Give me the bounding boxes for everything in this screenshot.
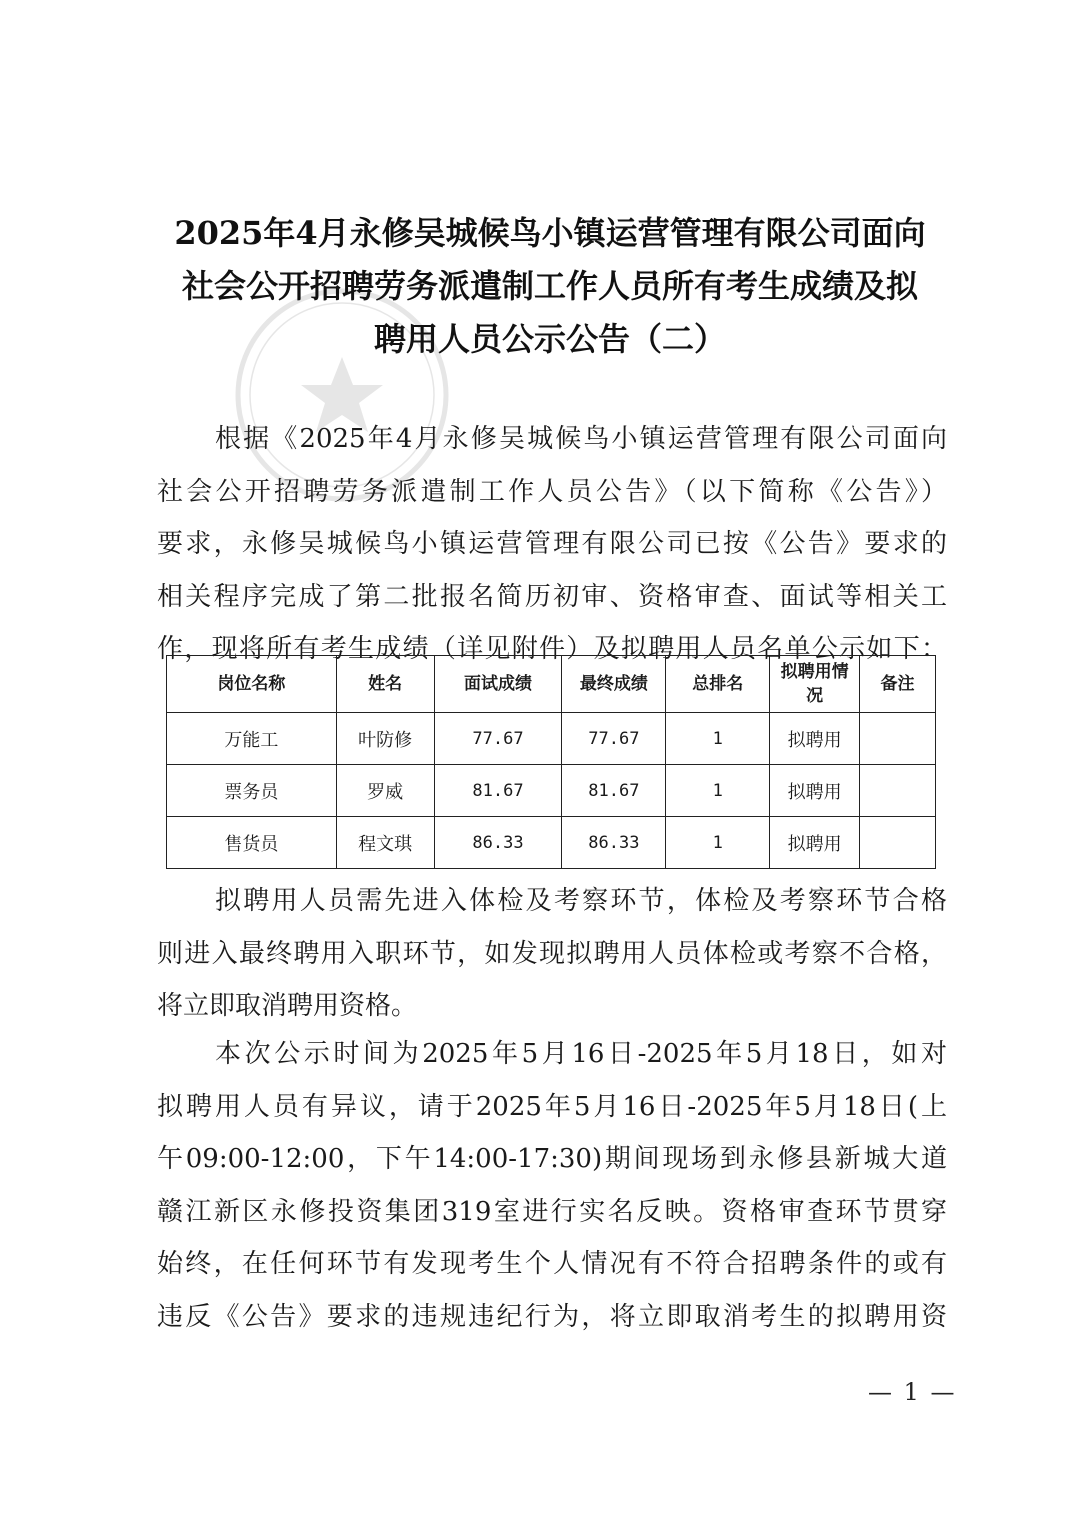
cell-rank: 1: [666, 817, 770, 869]
cell-final-score: 81.67: [562, 765, 666, 817]
cell-interview-score: 81.67: [434, 765, 562, 817]
intro-paragraph: [157, 413, 947, 676]
cell-position: 票务员: [167, 765, 337, 817]
document-title: [140, 207, 960, 366]
title-line-2: 社会公开招聘劳务派遣制工作人员所有考生成绩及拟: [181, 267, 918, 305]
cell-rank: 1: [666, 765, 770, 817]
header-interview-score: 面试成绩: [434, 656, 562, 713]
cell-note: [860, 817, 936, 869]
cell-position: 万能工: [167, 713, 337, 765]
header-note: 备注: [860, 656, 936, 713]
paragraph-line: 始终，在任何环节有发现考生个人情况有不符合招聘条件的或有: [157, 1249, 947, 1279]
paragraph-line: 午09:00-12:00，下午14:00-17:30)期间现场到永修县新城大道: [157, 1144, 947, 1174]
header-name: 姓名: [336, 656, 434, 713]
paragraph-line: 将立即取消聘用资格。: [157, 991, 418, 1021]
paragraph-line: 要求，永修吴城候鸟小镇运营管理有限公司已按《公告》要求的: [157, 529, 947, 559]
physical-exam-paragraph: [157, 875, 947, 1033]
header-status: 拟聘用情况: [770, 656, 860, 713]
paragraph-line: 拟聘用人员有异议，请于2025年5月16日-2025年5月18日(上: [157, 1091, 947, 1122]
cell-status: 拟聘用: [770, 713, 860, 765]
paragraph-line: 本次公示时间为2025年5月16日-2025年5月18日，如对: [215, 1039, 947, 1069]
paragraph-line: 根据《2025年4月永修吴城候鸟小镇运营管理有限公司面向: [215, 424, 947, 454]
title-line-3: 聘用人员公示公告（二）: [373, 320, 726, 358]
header-position: 岗位名称: [167, 656, 337, 713]
cell-position: 售货员: [167, 817, 337, 869]
paragraph-line: 违反《公告》要求的违规违纪行为，将立即取消考生的拟聘用资: [157, 1301, 947, 1332]
candidate-results-table: [166, 655, 936, 869]
cell-status: 拟聘用: [770, 765, 860, 817]
table-header-row: [167, 656, 936, 713]
table-row: [167, 817, 936, 869]
cell-final-score: 77.67: [562, 713, 666, 765]
publicity-period-paragraph: [157, 1028, 947, 1343]
header-rank: 总排名: [666, 656, 770, 713]
table-row: [167, 765, 936, 817]
paragraph-line: 拟聘用人员需先进入体检及考察环节，体检及考察环节合格: [215, 886, 947, 916]
paragraph-line: 赣江新区永修投资集团319室进行实名反映。资格审查环节贯穿: [157, 1196, 947, 1227]
cell-rank: 1: [666, 713, 770, 765]
paragraph-line: 相关程序完成了第二批报名简历初审、资格审查、面试等相关工: [157, 581, 947, 612]
cell-note: [860, 713, 936, 765]
cell-interview-score: 77.67: [434, 713, 562, 765]
cell-name: 叶防修: [336, 713, 434, 765]
cell-name: 程文琪: [336, 817, 434, 869]
cell-status: 拟聘用: [770, 817, 860, 869]
paragraph-line: 作，现将所有考生成绩（详见附件）及拟聘用人员名单公示如下：: [157, 634, 947, 664]
title-line-1: 2025年4月永修吴城候鸟小镇运营管理有限公司面向: [174, 214, 926, 252]
cell-name: 罗威: [336, 765, 434, 817]
table-row: [167, 713, 936, 765]
page-number: — 1 —: [868, 1378, 957, 1406]
paragraph-line: 则进入最终聘用入职环节，如发现拟聘用人员体检或考察不合格，: [157, 938, 947, 969]
paragraph-line: 社会公开招聘劳务派遣制工作人员公告》（以下简称《公告》）: [157, 476, 947, 507]
cell-final-score: 86.33: [562, 817, 666, 869]
header-final-score: 最终成绩: [562, 656, 666, 713]
cell-interview-score: 86.33: [434, 817, 562, 869]
cell-note: [860, 765, 936, 817]
